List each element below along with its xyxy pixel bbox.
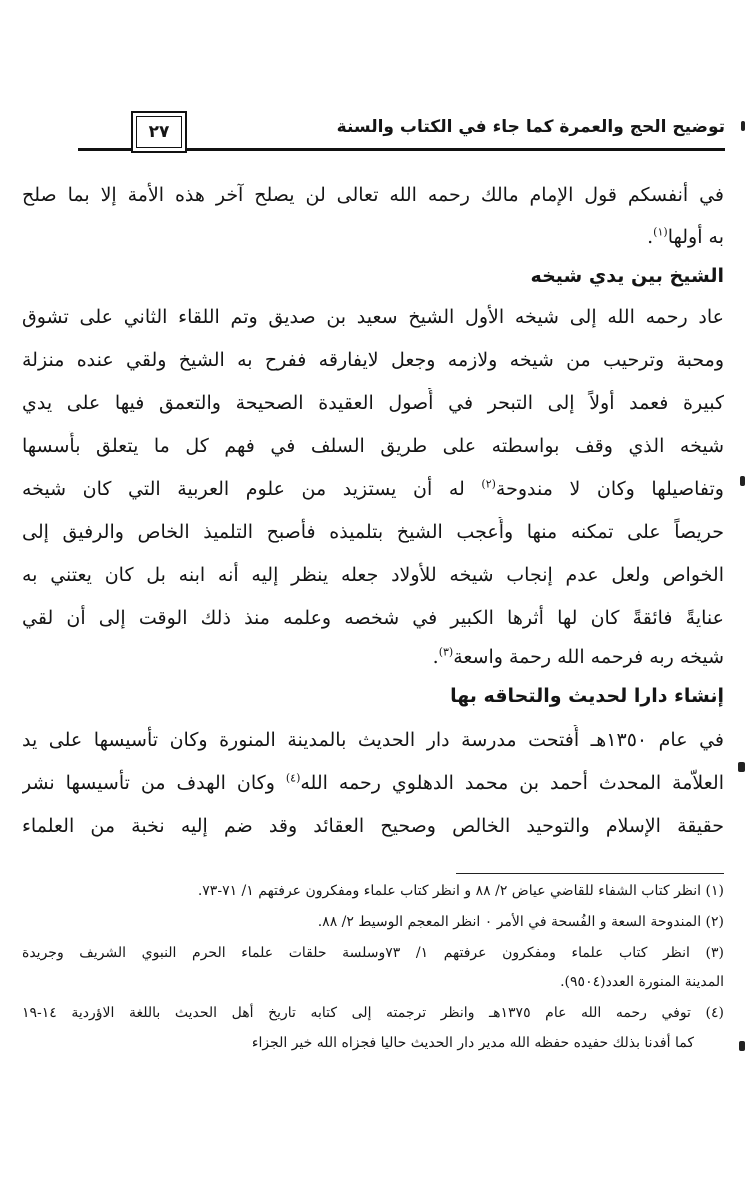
paragraph-line: في أنفسكم قول الإمام مالك رحمه الله تعالى لن يصلح آخر هذه الأمة إلا بما صلح xyxy=(22,184,724,206)
paragraph-line: به أولها$^{(١)}$. xyxy=(647,225,724,248)
paragraph-line: حقيقة الإسلام والتوحيد الخالص وصحيح العقائد وقد ضم إليه نخبة من العلماء xyxy=(22,815,724,837)
footnote: (٣) انظر كتاب علماء ومفكرون عرفتهم ١/ ٧٣وسلسة حلقات علماء الحرم النبوي الشريف وجريدة xyxy=(22,945,724,961)
footnote-ref: (١) xyxy=(653,225,668,239)
footnote: (٤) توفي رحمه الله عام ١٣٧٥هـ وانظر ترجمته إلى كتابه تاريخ أهل الحديث باللغة الاؤردية ١٤-١٩ xyxy=(22,1005,724,1021)
footnote-continuation: المدينة المنورة العدد(٩٥٠٤). xyxy=(560,974,724,990)
scan-mark xyxy=(740,476,745,486)
paragraph-line: شيخه ربه فرحمه الله رحمة واسعة$^{(٣)}$. xyxy=(432,645,724,668)
paragraph-line: ومحبة وترحيب من شيخه ولازمه وجعل لايفارقه ففرح به الشيخ ولقي عنده منزلة xyxy=(22,349,724,371)
paragraph-line: شيخه الذي وقف بواسطته على طريق السلف في فهم كل ما يتعلق بأُسسها xyxy=(22,435,724,457)
paragraph-line: عنايةً فائقةً كان لها أثرها الكبير في شخصه وعلمه منذ ذلك الوقت إلى أن لقي xyxy=(22,607,724,629)
footnote: (١) انظر كتاب الشفاء للقاضي عياض ٢/ ٨٨ و انظر كتاب علماء ومفكرون عرفتهم ١/ ٧١-٧٣. xyxy=(197,883,724,899)
page-number: ٢٧ xyxy=(136,116,182,148)
page-number-box xyxy=(131,111,187,153)
paragraph-line: حريصاً على تمكنه منها وأُعجب الشيخ بتلميذه فأصبح التلميذ الخاص والرفيق إلى xyxy=(22,521,724,543)
paragraph-line: كبيرة فعمد أولاً إلى التبحر في أُصول العقيدة الصحيحة والتعمق فيها على يدي xyxy=(22,392,724,414)
footnote-ref: (٣) xyxy=(438,645,454,659)
paragraph-line: وتفاصيلها وكان لا مندوحة$^{(٢)}$ له أن يستزيد من علوم العربية التي كان شيخه xyxy=(22,477,724,500)
scan-mark xyxy=(741,121,745,131)
running-header-title: توضيح الحج والعمرة كما جاء في الكتاب والسنة xyxy=(336,117,725,137)
scan-mark xyxy=(739,1041,745,1051)
footnote-ref: (٢) xyxy=(481,477,496,491)
paragraph-line: في عام ١٣٥٠هـ أُفتحت مدرسة دار الحديث بالمدينة المنورة وكان تأسيسها على يد xyxy=(22,729,724,751)
footnote-continuation: كما أفدنا بذلك حفيده حفظه الله مدير دار الحديث حاليا فجزاه الله خير الجزاء xyxy=(251,1035,694,1051)
footnote-separator xyxy=(456,873,724,874)
paragraph-line: عاد رحمه الله إلى شيخه الأول الشيخ سعيد بن صديق وتم اللقاء الثاني على تشوق xyxy=(22,306,724,328)
footnote-ref: (٤) xyxy=(285,771,301,785)
paragraph-line: العلاّمة المحدث أحمد بن محمد الدهلوي رحمه الله$^{(٤)}$ وكان الهدف من تأسيسها نشر xyxy=(22,771,724,794)
footnote: (٢) المندوحة السعة و الفُسحة في الأمر ٠ انظر المعجم الوسيط ٢/ ٨٨. xyxy=(317,914,724,930)
scan-mark xyxy=(738,762,745,772)
paragraph-line: الخواص ولعل عدم إنجاب شيخه للأولاد جعله ينظر إليه أنه ابنه بل كان يعتني به xyxy=(22,564,724,586)
section-heading: الشيخ بين يدي شيخه xyxy=(530,265,724,287)
section-heading: إنشاء دارا لحديث والتحاقه بها xyxy=(450,685,724,707)
